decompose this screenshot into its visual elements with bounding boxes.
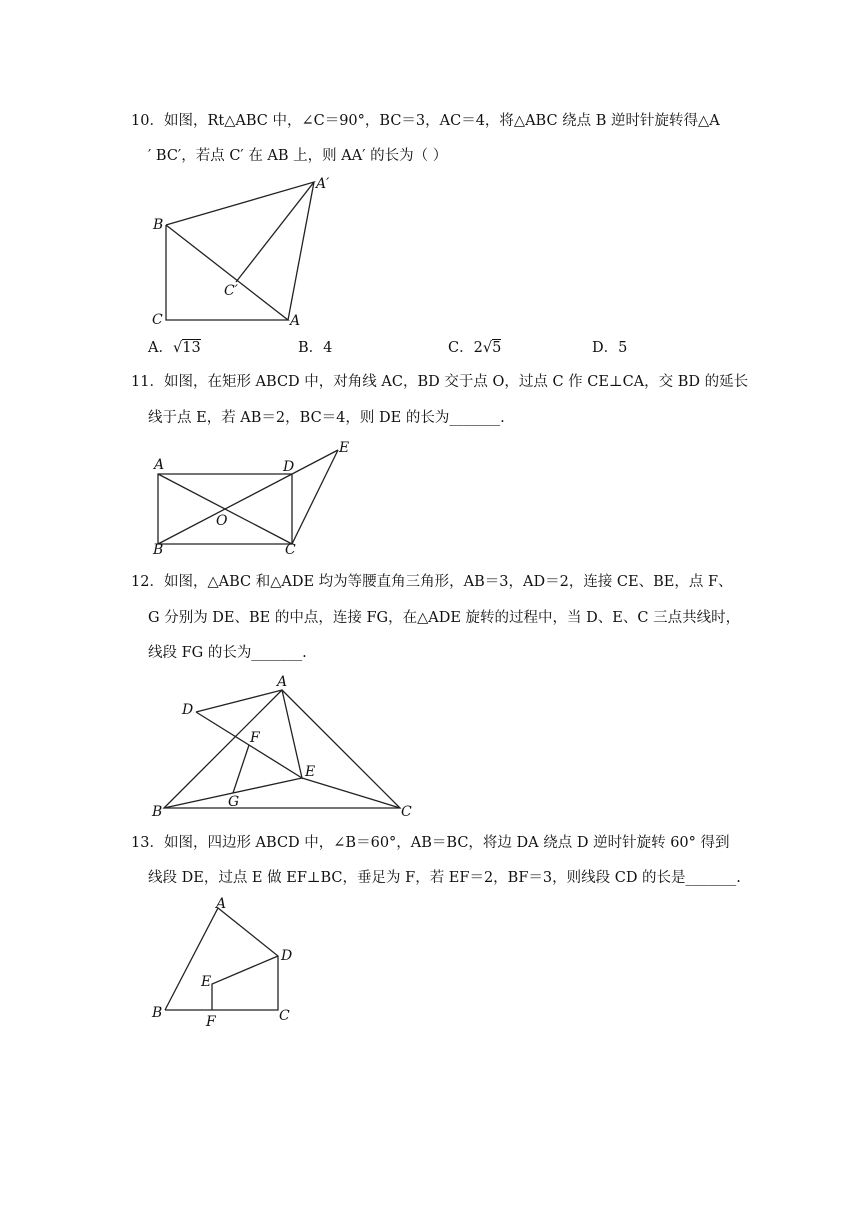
q12-label-c: C	[401, 804, 412, 820]
q11-label-o: O	[216, 513, 228, 529]
q10-option-b-letter: B．	[298, 340, 324, 356]
q12-text-line1: 12．如图，△ABC 和△ADE 均为等腰直角三角形，AB＝3，AD＝2，连接 CE、BE，点 F、	[131, 574, 733, 590]
q10-segment-aa2	[288, 182, 314, 320]
q13-text-line1: 13．如图，四边形 ABCD 中，∠B＝60°，AB＝BC，将边 DA 绕点 D 逆时针旋转 60° 得到	[131, 835, 730, 851]
q13-quadrilateral-abcd	[165, 908, 278, 1010]
q10-label-c: C	[152, 312, 163, 328]
q12-text-line3: 线段 FG 的长为_______.	[148, 645, 307, 661]
q11-diagonal-bd-extended	[158, 450, 338, 544]
q10-option-a-radicand: 13	[182, 340, 201, 356]
q10-option-d-letter: D．	[592, 340, 619, 356]
q10-option-a[interactable]	[148, 338, 201, 358]
q11-label-d: D	[283, 459, 295, 475]
sqrt-icon: √	[172, 340, 183, 356]
q10-label-a2: A′	[316, 176, 330, 192]
q10-option-b[interactable]	[298, 338, 332, 358]
q11-label-a: A	[154, 457, 165, 473]
q10-text-line2: ′ BC′，若点 C′ 在 AB 上，则 AA′ 的长为（ ）	[148, 148, 448, 164]
q12-label-d: D	[182, 702, 194, 718]
q10-option-b-value: 4	[323, 340, 333, 356]
q13-label-e: E	[201, 974, 212, 990]
q10-option-d-value: 5	[618, 340, 628, 356]
q13-label-f: F	[206, 1014, 216, 1030]
q12-triangle-abc	[164, 690, 400, 808]
q10-option-c-letter: C．	[448, 340, 474, 356]
q12-segment-fg	[233, 745, 249, 793]
q13-text-line2: 线段 DE，过点 E 做 EF⊥BC，垂足为 F，若 EF＝2，BF＝3，则线段 CD 的长是_______.	[148, 870, 741, 886]
q11-label-b: B	[153, 542, 164, 558]
q12-label-e: E	[305, 764, 316, 780]
q11-figure	[148, 436, 368, 556]
q13-label-d: D	[281, 948, 293, 964]
q13-segment-de-and-ef	[212, 956, 278, 1010]
q11-label-e: E	[339, 440, 350, 456]
q13-label-c: C	[279, 1008, 290, 1024]
q10-triangle-a2bc2	[166, 182, 314, 282]
q10-label-b: B	[153, 217, 164, 233]
q13-figure	[148, 894, 318, 1034]
q10-option-c-coefficient: 2	[473, 340, 483, 356]
sqrt-icon: √	[482, 340, 493, 356]
q12-label-f: F	[250, 730, 260, 746]
q12-text-line2: G 分别为 DE、BE 的中点，连接 FG，在△ADE 旋转的过程中，当 D、E、C 三点共线时，	[148, 610, 741, 626]
q12-label-a: A	[277, 674, 288, 690]
q10-label-a: A	[290, 313, 301, 329]
q10-label-c2: C′	[224, 283, 238, 299]
q12-figure	[148, 672, 428, 822]
q12-label-b: B	[152, 804, 163, 820]
q12-triangle-ade	[196, 690, 302, 778]
q12-label-g: G	[228, 794, 240, 810]
q11-segment-ce	[292, 450, 338, 544]
q13-label-b: B	[152, 1005, 163, 1021]
q10-option-d[interactable]	[592, 338, 627, 358]
q11-text-line2: 线于点 E，若 AB＝2，BC＝4，则 DE 的长为_______.	[148, 410, 505, 426]
q10-option-a-letter: A．	[148, 340, 173, 356]
q10-option-c-radicand: 5	[492, 340, 502, 356]
q10-figure	[148, 172, 348, 332]
q11-label-c: C	[285, 542, 296, 558]
q10-text-line1: 10．如图，Rt△ABC 中，∠C＝90°，BC＝3，AC＝4，将△ABC 绕点 B 逆时针旋转得△A	[131, 113, 720, 129]
q10-option-c[interactable]	[448, 338, 501, 358]
q11-text-line1: 11．如图，在矩形 ABCD 中，对角线 AC，BD 交于点 O，过点 C 作 CE⊥CA，交 BD 的延长	[131, 374, 749, 390]
q13-label-a: A	[216, 896, 227, 912]
